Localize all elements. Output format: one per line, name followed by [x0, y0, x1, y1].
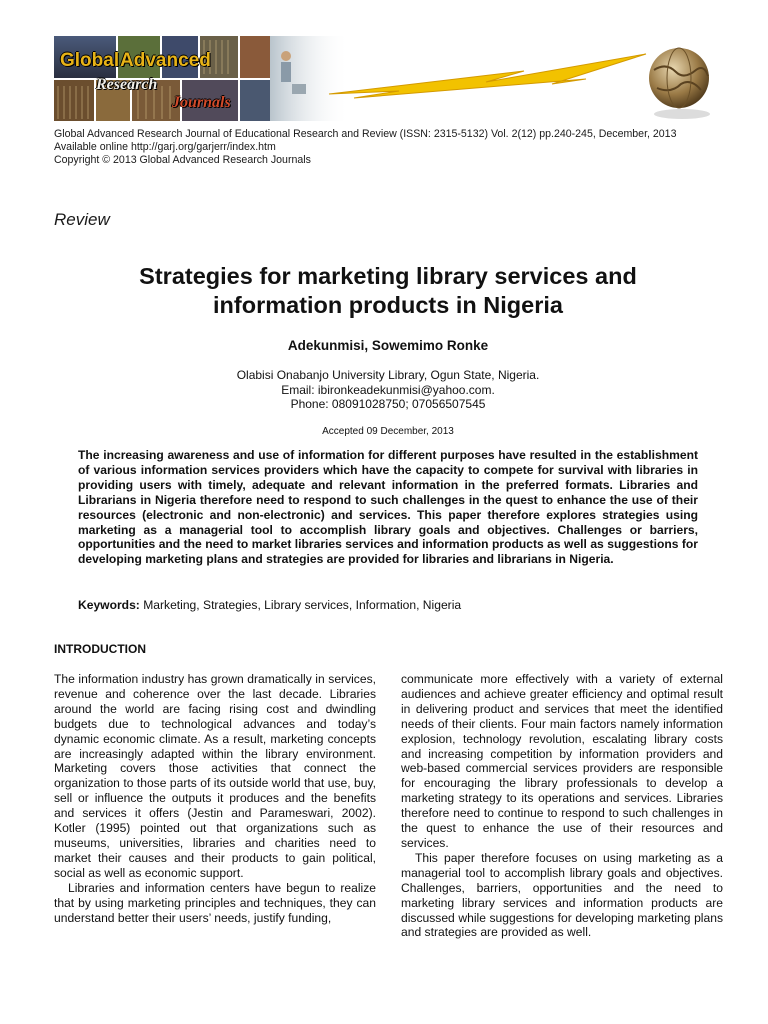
accepted-date: Accepted 09 December, 2013 — [322, 426, 454, 437]
journal-copyright: Copyright © 2013 Global Advanced Research Journals — [54, 154, 311, 166]
author-affiliation — [54, 368, 722, 412]
article-type: Review — [54, 210, 110, 229]
journal-url[interactable]: Available online http://garj.org/garjerr/index.htm — [54, 141, 276, 153]
section-heading-introduction: INTRODUCTION — [54, 642, 146, 656]
abstract: The increasing awareness and use of information for different purposes have resulted in the establishment of various information services providers which have the capacity to compete for survival with libraries in providing users with timely, adequate and relevant information in the preferred formats. Libraries and Librarians in Nigeria therefore need to respond to such challenges in the quest to enhance the use of their resources (electronic and non-electronic) and services. This paper therefore explores strategies using marketing as a managerial tool to accomplish library goals and objectives. Challenges or barriers, opportunities and the need to market libraries services and information products as well as suggestions for developing marketing plans and strategies are provided for libraries and librarians in Nigeria. — [78, 448, 698, 567]
body-column-right — [401, 672, 723, 940]
journal-banner — [54, 36, 744, 126]
keywords — [78, 598, 698, 612]
paragraph: communicate more effectively with a variety of external audiences and achieve greater efficiency and optimal result in delivering product and services that meet the identified needs of their clients. Four main factors namely information explosion, technology revolution, escalating library costs and increasing competition by information providers and web-based commercial services providers are responsible for encouraging the library professionals to develop a marketing strategy to its operations and services. Libraries therefore need to continue to respond to such challenges in the quest to enhance the use of their resources and services. — [401, 672, 723, 850]
paragraph: This paper therefore focuses on using marketing as a managerial tool to accomplish library goals and objectives. Challenges, barriers, opportunities and the need to marketing library services and information products are discussed while suggestions for developing marketing plans and strategies are provided as well. — [401, 850, 723, 940]
article-authors: Adekunmisi, Sowemimo Ronke — [287, 338, 489, 353]
paragraph: The information industry has grown dramatically in services, revenue and coherence over the last decade. Libraries around the world are facing rising cost and dwindling budgets due to technological advances and today’s dynamic economic climate. As a result, marketing concepts are increasingly adapted within the library environment. Marketing covers those activities that connect the organization to those parts of its outside world that use, buy, sell or influence the outputs it produces and the benefits and services it offers (Jestin and Parameswari, 2002). Kotler (1995) pointed out that organizations such as museums, universities, libraries and charities need to market their causes and their products to gain political, social as well as economic support. — [54, 672, 376, 880]
affiliation-line: Olabisi Onabanjo University Library, Ogun State, Nigeria. — [236, 368, 540, 382]
article-title — [54, 262, 722, 320]
body-column-left — [54, 672, 376, 925]
keywords-label: Keywords: — [78, 598, 140, 612]
paragraph: Libraries and information centers have begun to realize that by using marketing principles and techniques, they can understand better their users’ needs, justify funding, — [54, 880, 376, 925]
logo-word: Research — [96, 76, 158, 93]
author-phone: Phone: 08091028750; 07056507545 — [290, 397, 486, 411]
globe-icon — [649, 48, 710, 119]
logo-word: Global — [60, 50, 120, 71]
journal-info — [54, 128, 754, 167]
keywords-list: Marketing, Strategies, Library services, Information, Nigeria — [139, 598, 462, 612]
logo-word: Journals — [172, 94, 231, 111]
logo-word: Advanced — [120, 50, 211, 71]
title-line: information products in Nigeria — [213, 292, 563, 318]
journal-citation: Global Advanced Research Journal of Educational Research and Review (ISSN: 2315-5132) Vol. 2(12) pp.240-245, December, 2013 — [54, 128, 677, 140]
lightning-bolt-icon — [329, 54, 646, 98]
journal-logo — [54, 36, 244, 121]
author-email[interactable]: Email: ibironkeadekunmisi@yahoo.com. — [281, 382, 495, 397]
title-line: Strategies for marketing library services and — [139, 263, 637, 289]
